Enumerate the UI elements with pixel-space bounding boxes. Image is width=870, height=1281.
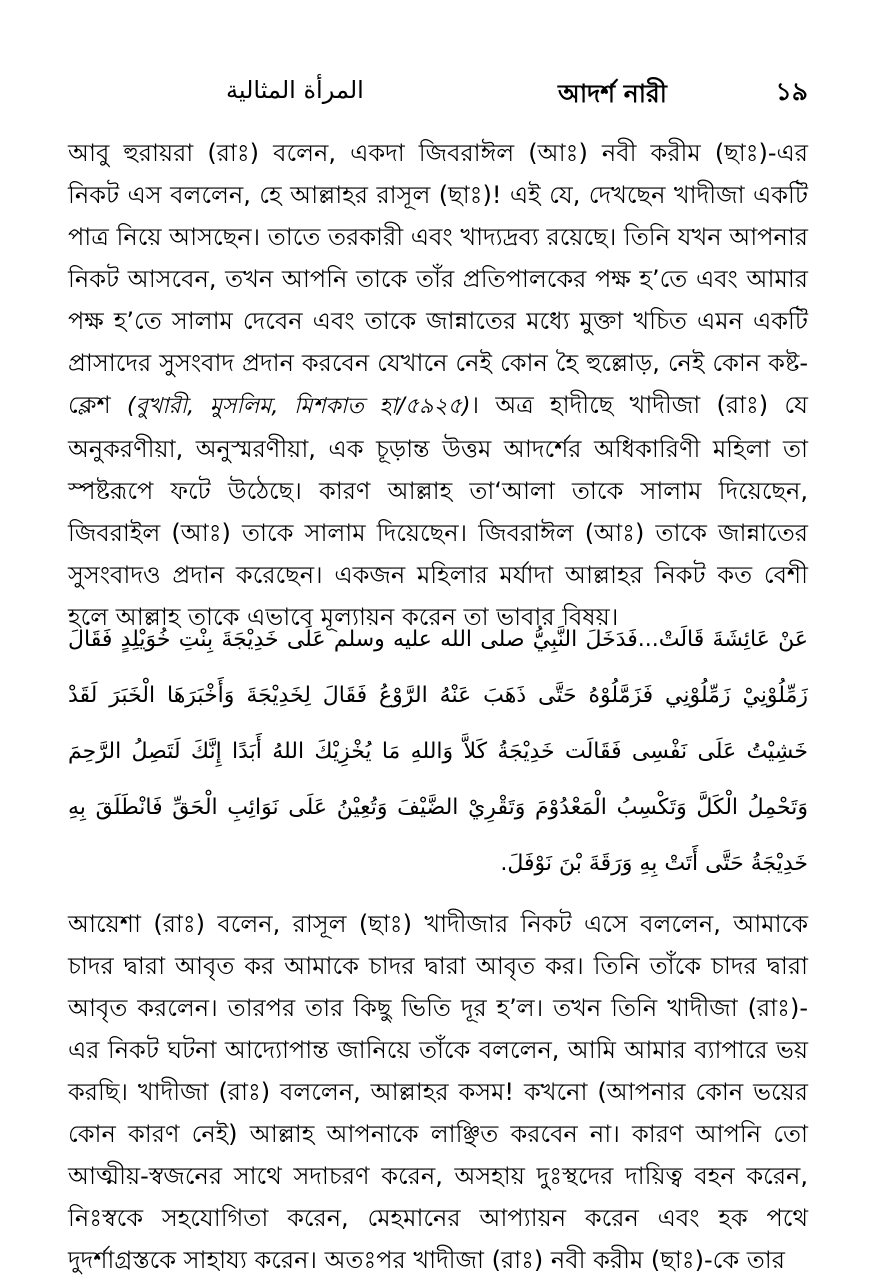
page-header [68, 70, 808, 114]
arabic-hadith-text: عَنْ عَائِشَةَ قَالَتْ...فَدَخَلَ النَّبِيُّ صلى الله عليه وسلم عَلَى خَدِيْجَةَ بِنْتِ خُوَيْلِدٍ فَقَالَ زَمِّلُوْنِيْ زَمِّلُوْنِي فَزَمَّلُوْهُ حَتَّى ذَهَبَ عَنْهُ الرَّوْعُ فَقَالَ لِخَدِيْجَةَ وَأَخْبَرَهَا الْخَبَرَ لَقَدْ خَشِيْتُ عَلَى نَفْسِى فَقَالَت خَدِيْجَةُ كَلاَّ وَاللهِ مَا يُخْزِيْكَ اللهُ أَبَدًا إِنَّكَ لَتَصِلُ الرَّحِمَ وَتَحْمِلُ الْكَلَّ وَتَكْسِبُ الْمَعْدُوْمَ وَتَقْرِيْ الضَّيْفَ وَتُعِيْنُ عَلَى نَوَائِبِ الْحَقِّ فَانْطَلَقَ بِهِ خَدِيْجَةُ حَتَّى أَتَتْ بِهِ وَرَقَةَ بْنَ نَوْفَلَ. [68, 627, 808, 876]
paragraph-text-part2: । অত্র হাদীছে খাদীজা (রাঃ) যে অনুকরণীয়া, অনুস্মরণীয়া, এক চূড়ান্ত উত্তম আদর্শের অধিকারিণী মহিলা তা স্পষ্টরূপে ফটে উঠেছে। কারণ আল্লাহ তা‘আলা তাকে সালাম দিয়েছেন, জিবরাইল (আঃ) তাকে সালাম দিয়েছেন। জিবরাঈল (আঃ) তাকে জান্নাতের সুসংবাদও প্রদান করেছেন। একজন মহিলার মর্যাদা আল্লাহর নিকট কত বেশী হলে আল্লাহ তাকে এভাবে মূল্যায়ন করেন তা ভাবার বিষয়। [68, 391, 808, 631]
paragraph-ayesha-translation: আয়েশা (রাঃ) বলেন, রাসূল (ছাঃ) খাদীজার নিকট এসে বললেন, আমাকে চাদর দ্বারা আবৃত কর আমাকে চাদর দ্বারা আবৃত কর। তিনি তাঁকে চাদর দ্বারা আবৃত করলেন। তারপর তার কিছু ভিতি দূর হ’ল। তখন তিনি খাদীজা (রাঃ)-এর নিকট ঘটনা আদ্যোপান্ত জানিয়ে তাঁকে বললেন, আমি আমার ব্যাপারে ভয় করছি। খাদীজা (রাঃ) বললেন, আল্লাহর কসম! কখনো (আপনার কোন ভয়ের কোন কারণ নেই) আল্লাহ আপনাকে লাঞ্ছিত করবেন না। কারণ আপনি তো আত্মীয়-স্বজনের সাথে সদাচরণ করেন, অসহায় দুঃস্থদের দায়িত্ব বহন করেন, নিঃস্বকে সহযোগিতা করেন, মেহমানের আপ্যায়ন করেন এবং হক পথে দুদর্শাগ্রস্তকে সাহায্য করেন। অতঃপর খাদীজা (রাঃ) নবী করীম (ছাঃ)-কে তার [68, 910, 808, 1274]
arabic-running-title: المرأة المثالية [226, 76, 364, 104]
paragraph-abu-hurayra [68, 132, 808, 638]
hadith-citation: (বুখারী, মুসলিম, মিশকাত হা/৫৯২৫) [127, 394, 471, 419]
paragraph-text-part1: আবু হুরায়রা (রাঃ) বলেন, একদা জিবরাঈল (আঃ) নবী করীম (ছাঃ)-এর নিকট এস বললেন, হে আল্লাহর রাসূল (ছাঃ)! এই যে, দেখছেন খাদীজা একটি পাত্র নিয়ে আসছেন। তাতে তরকারী এবং খাদ্যদ্রব্য রয়েছে। তিনি যখন আপনার নিকট আসবেন, তখন আপনি তাকে তাঁর প্রতিপালকের পক্ষ হ’তে এবং আমার পক্ষ হ’তে সালাম দেবেন এবং তাকে জান্নাতের মধ্যে মুক্তা খচিত এমন একটি প্রাসাদের সুসংবাদ প্রদান করবেন যেখানে নেই কোন হৈ হুল্লোড়, নেই কোন কষ্ট-ক্লেশ [68, 139, 808, 419]
page-number: ১৯ [775, 77, 808, 106]
bengali-running-title: আদর্শ নারী [558, 79, 667, 108]
